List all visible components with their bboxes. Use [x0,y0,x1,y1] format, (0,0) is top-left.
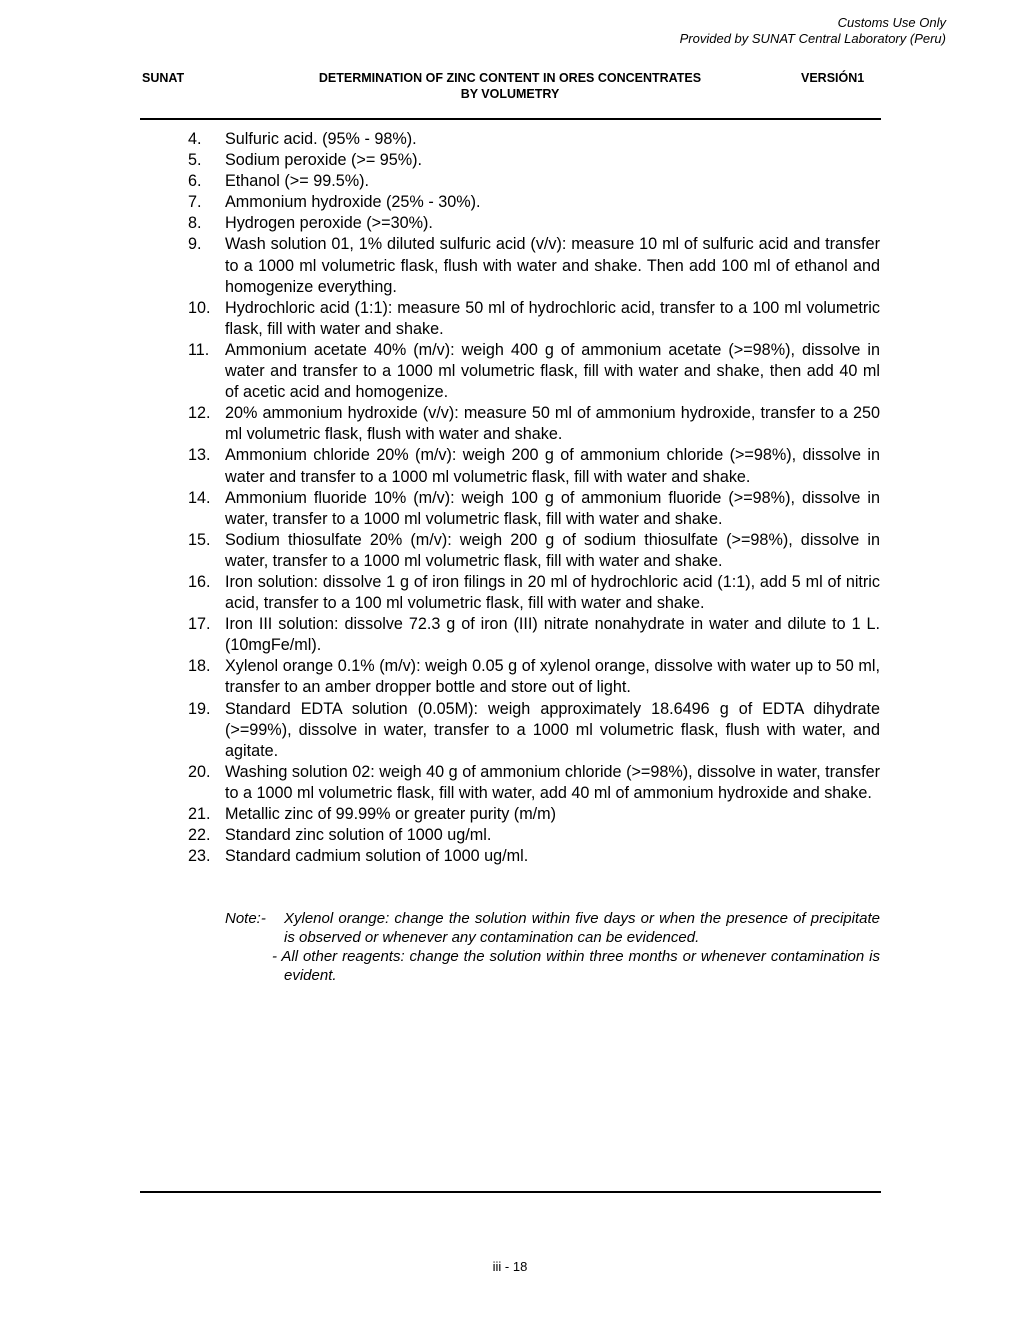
item-number: 9. [188,235,202,254]
item-text: Standard zinc solution of 1000 ug/ml. [225,826,492,845]
note-xylenol [225,909,880,947]
notes-block [225,909,880,985]
list-item [188,171,880,192]
item-number: 6. [188,172,202,191]
list-item [188,804,880,825]
item-text: Sodium peroxide (>= 95%). [225,151,423,170]
item-text: Ammonium chloride 20% (m/v): weigh 200 g of ammonium chloride (>=98%), dissolve in water and transfer to a 1000 ml volumetric flask, fill with water and shake. [225,446,880,486]
list-item [188,192,880,213]
list-item [188,213,880,234]
item-number: 10. [188,298,211,317]
item-number: 4. [188,130,202,148]
item-number: 21. [188,805,211,823]
top-note-line1: Customs Use Only [837,15,946,30]
item-text: Iron III solution: dissolve 72.3 g of iron (III) nitrate nonahydrate in water and dilute to 1 L. (10mgFe/ml). [225,615,880,655]
item-text: Washing solution 02: weigh 40 g of ammonium chloride (>=98%), dissolve in water, transfer to a 1000 ml volumetric flask, fill with water, add 40 ml of ammonium hydroxide and shake. [225,762,880,802]
item-text: 20% ammonium hydroxide (v/v): measure 50 ml of ammonium hydroxide, transfer to a 250 ml volumetric flask, flush with water and shake. [225,404,880,444]
item-text: Wash solution 01, 1% diluted sulfuric acid (v/v): measure 10 ml of sulfuric acid and transfer to a 1000 ml volumetric flask, flush with water and shake. Then add 100 ml of ethanol and homogenize everything. [225,235,880,296]
list-item [188,445,880,487]
item-text: Metallic zinc of 99.99% or greater purity (m/m) [225,805,557,823]
note-all-reagents [225,947,880,985]
note-label: Note:- [225,910,266,927]
list-item [188,614,880,656]
list-item [188,762,880,804]
list-item [188,656,880,698]
item-number: 13. [188,446,211,465]
list-item [188,530,880,572]
item-text: Ammonium acetate 40% (m/v): weigh 400 g of ammonium acetate (>=98%), dissolve in water and transfer to a 1000 ml volumetric flask, fill with water and shake, then add 40 ml of acetic acid and homogenize. [225,340,880,402]
item-text: Hydrogen peroxide (>=30%). [225,214,433,233]
item-number: 22. [188,826,211,845]
item-text: Sodium thiosulfate 20% (m/v): weigh 200 g of sodium thiosulfate (>=98%), dissolve in water, transfer to a 1000 ml volumetric flask, fill with water and shake. [225,530,880,570]
list-item [188,340,880,403]
item-number: 18. [188,657,211,676]
list-item [188,298,880,340]
item-text: Ammonium hydroxide (25% - 30%). [225,193,481,212]
list-item [188,129,880,150]
header-version: VERSIÓN1 [801,71,865,85]
item-number: 12. [188,404,211,423]
item-text: Xylenol orange 0.1% (m/v): weigh 0.05 g of xylenol orange, dissolve with water up to 50 ml, transfer to an amber dropper bottle and store out of light. [225,657,880,697]
item-text: Ammonium fluoride 10% (m/v): weigh 100 g of ammonium fluoride (>=98%), dissolve in water, transfer to a 1000 ml volumetric flask, fill with water and shake. [225,488,880,528]
list-item [188,846,880,867]
note-all-reagents-text: - All other reagents: change the solution within three months or whenever contamination is evident. [272,948,880,984]
item-number: 7. [188,193,202,212]
header-title [0,70,1020,102]
list-item [188,234,880,297]
item-text: Ethanol (>= 99.5%). [225,172,369,191]
item-number: 19. [188,699,211,718]
item-number: 17. [188,615,211,634]
footer-rule [140,1191,881,1193]
header-rule [140,118,881,120]
header-title-line1: DETERMINATION OF ZINC CONTENT IN ORES CONCENTRATES [318,71,702,85]
item-text: Sulfuric acid. (95% - 98%). [225,130,417,148]
item-number: 20. [188,762,211,781]
header-title-line2: BY VOLUMETRY [460,87,560,101]
top-note-line2: Provided by SUNAT Central Laboratory (Peru) [679,31,946,46]
header-org: SUNAT [142,71,185,85]
item-number: 15. [188,530,211,549]
list-item [188,699,880,762]
item-number: 23. [188,847,211,866]
item-text: Iron solution: dissolve 1 g of iron filings in 20 ml of hydrochloric acid (1:1), add 5 ml of nitric acid, transfer to a 100 ml volumetric flask, fill with water and shake. [225,572,880,613]
list-item [188,825,880,846]
item-text: Standard EDTA solution (0.05M): weigh approximately 18.6496 g of EDTA dihydrate (>=99%), dissolve in water, transfer to a 1000 ml volumetric flask, flush with water, and agitate. [225,699,880,760]
list-item [188,403,880,445]
page-number: iii - 18 [492,1259,528,1274]
list-item [188,488,880,530]
item-number: 8. [188,214,202,233]
item-number: 11. [188,340,210,359]
list-item [188,572,880,614]
item-number: 16. [188,572,211,591]
note-xylenol-text: Xylenol orange: change the solution within five days or when the presence of precipitate is observed or whenever any contamination can be evidenced. [284,910,880,946]
list-item [188,150,880,171]
top-note [680,15,946,47]
reagent-list [188,129,880,867]
item-text: Hydrochloric acid (1:1): measure 50 ml of hydrochloric acid, transfer to a 100 ml volumetric flask, fill with water and shake. [225,298,880,338]
item-text: Standard cadmium solution of 1000 ug/ml. [225,847,529,866]
item-number: 14. [188,488,211,507]
item-number: 5. [188,151,202,170]
